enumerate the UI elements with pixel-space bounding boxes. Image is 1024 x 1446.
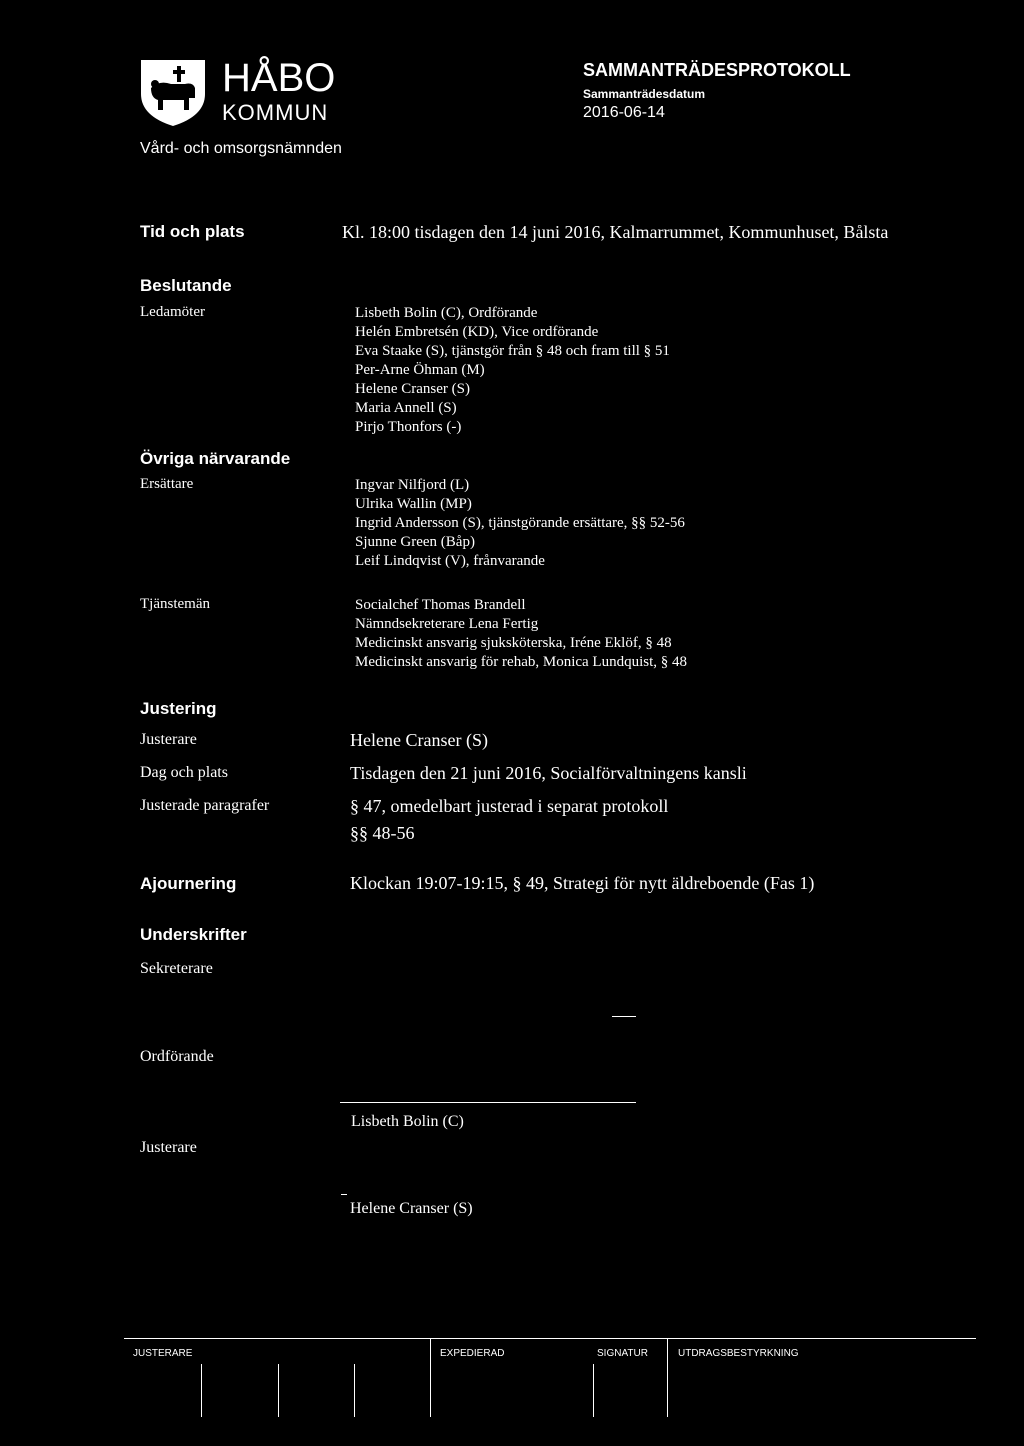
justerare-sign-label: Justerare bbox=[140, 1139, 197, 1156]
ajournering-value: Klockan 19:07-19:15, § 49, Strategi för nytt äldreboende (Fas 1) bbox=[350, 873, 815, 893]
members-list bbox=[355, 304, 670, 437]
list-item: Eva Staake (S), tjänstgör från § 48 och fram till § 51 bbox=[355, 343, 670, 359]
tid-och-plats-value: Kl. 18:00 tisdagen den 14 juni 2016, Kalmarrummet, Kommunhuset, Bålsta bbox=[342, 222, 889, 242]
justerade-paragrafer-line2: §§ 48-56 bbox=[350, 823, 415, 843]
footer-signatur-label: SIGNATUR bbox=[597, 1348, 648, 1359]
tjanstemen-label: Tjänstemän bbox=[140, 596, 210, 612]
justerade-paragrafer-line1: § 47, omedelbart justerad i separat protokoll bbox=[350, 796, 669, 816]
document-type: SAMMANTRÄDESPROTOKOLL bbox=[583, 60, 851, 80]
sekreterare-label: Sekreterare bbox=[140, 960, 213, 977]
tid-och-plats-heading: Tid och plats bbox=[140, 222, 245, 241]
list-item: Ulrika Wallin (MP) bbox=[355, 496, 472, 512]
justerare-value: Helene Cranser (S) bbox=[350, 730, 488, 750]
tjanstemen-list bbox=[355, 596, 687, 672]
ersattare-label: Ersättare bbox=[140, 476, 194, 492]
list-item: Ingrid Andersson (S), tjänstgörande ersättare, §§ 52-56 bbox=[355, 515, 685, 531]
list-item: Medicinskt ansvarig för rehab, Monica Lundquist, § 48 bbox=[355, 654, 688, 670]
list-item: Sjunne Green (Båp) bbox=[355, 534, 475, 550]
list-item: Per-Arne Öhman (M) bbox=[355, 362, 485, 378]
signature-line bbox=[612, 1016, 636, 1017]
list-item: Medicinskt ansvarig sjuksköterska, Iréne Eklöf, § 48 bbox=[355, 635, 672, 651]
justerade-paragrafer-label: Justerade paragrafer bbox=[140, 797, 270, 814]
signature-line bbox=[341, 1194, 347, 1195]
ajournering-heading: Ajournering bbox=[140, 874, 237, 893]
underskrifter-heading: Underskrifter bbox=[140, 925, 247, 944]
dag-och-plats-value: Tisdagen den 21 juni 2016, Socialförvaltningens kansli bbox=[350, 763, 747, 783]
justering-heading: Justering bbox=[140, 699, 217, 718]
list-item: Ingvar Nilfjord (L) bbox=[355, 477, 470, 493]
ovriga-heading: Övriga närvarande bbox=[140, 449, 291, 468]
ledamoter-label: Ledamöter bbox=[140, 304, 205, 320]
list-item: Nämndsekreterare Lena Fertig bbox=[355, 616, 539, 632]
list-item: Lisbeth Bolin (C), Ordförande bbox=[355, 305, 538, 321]
footer-justerare-label: JUSTERARE bbox=[133, 1348, 193, 1359]
justerare-sign-name: Helene Cranser (S) bbox=[350, 1200, 473, 1217]
logo-sub: KOMMUN bbox=[222, 100, 329, 125]
footer-expedierad-label: EXPEDIERAD bbox=[440, 1348, 505, 1359]
ordforande-name: Lisbeth Bolin (C) bbox=[351, 1113, 464, 1130]
beslutande-heading: Beslutande bbox=[140, 276, 232, 295]
list-item: Pirjo Thonfors (-) bbox=[355, 419, 462, 435]
dag-och-plats-label: Dag och plats bbox=[140, 764, 228, 781]
coat-of-arms-icon bbox=[137, 58, 209, 128]
list-item: Socialchef Thomas Brandell bbox=[355, 597, 526, 613]
ersattare-list bbox=[355, 476, 685, 571]
list-item: Leif Lindqvist (V), frånvarande bbox=[355, 553, 545, 569]
date-label: Sammanträdesdatum bbox=[583, 87, 706, 101]
ordforande-label: Ordförande bbox=[140, 1048, 214, 1065]
department-name: Vård- och omsorgsnämnden bbox=[140, 140, 342, 157]
date-value: 2016-06-14 bbox=[583, 104, 665, 121]
logo-name: HÅBO bbox=[222, 56, 336, 100]
signature-line bbox=[340, 1102, 636, 1103]
list-item: Helén Embretsén (KD), Vice ordförande bbox=[355, 324, 599, 340]
footer-utdrag-label: UTDRAGSBESTYRKNING bbox=[678, 1348, 799, 1359]
list-item: Maria Annell (S) bbox=[355, 400, 457, 416]
justerare-label: Justerare bbox=[140, 731, 197, 748]
list-item: Helene Cranser (S) bbox=[355, 381, 470, 397]
